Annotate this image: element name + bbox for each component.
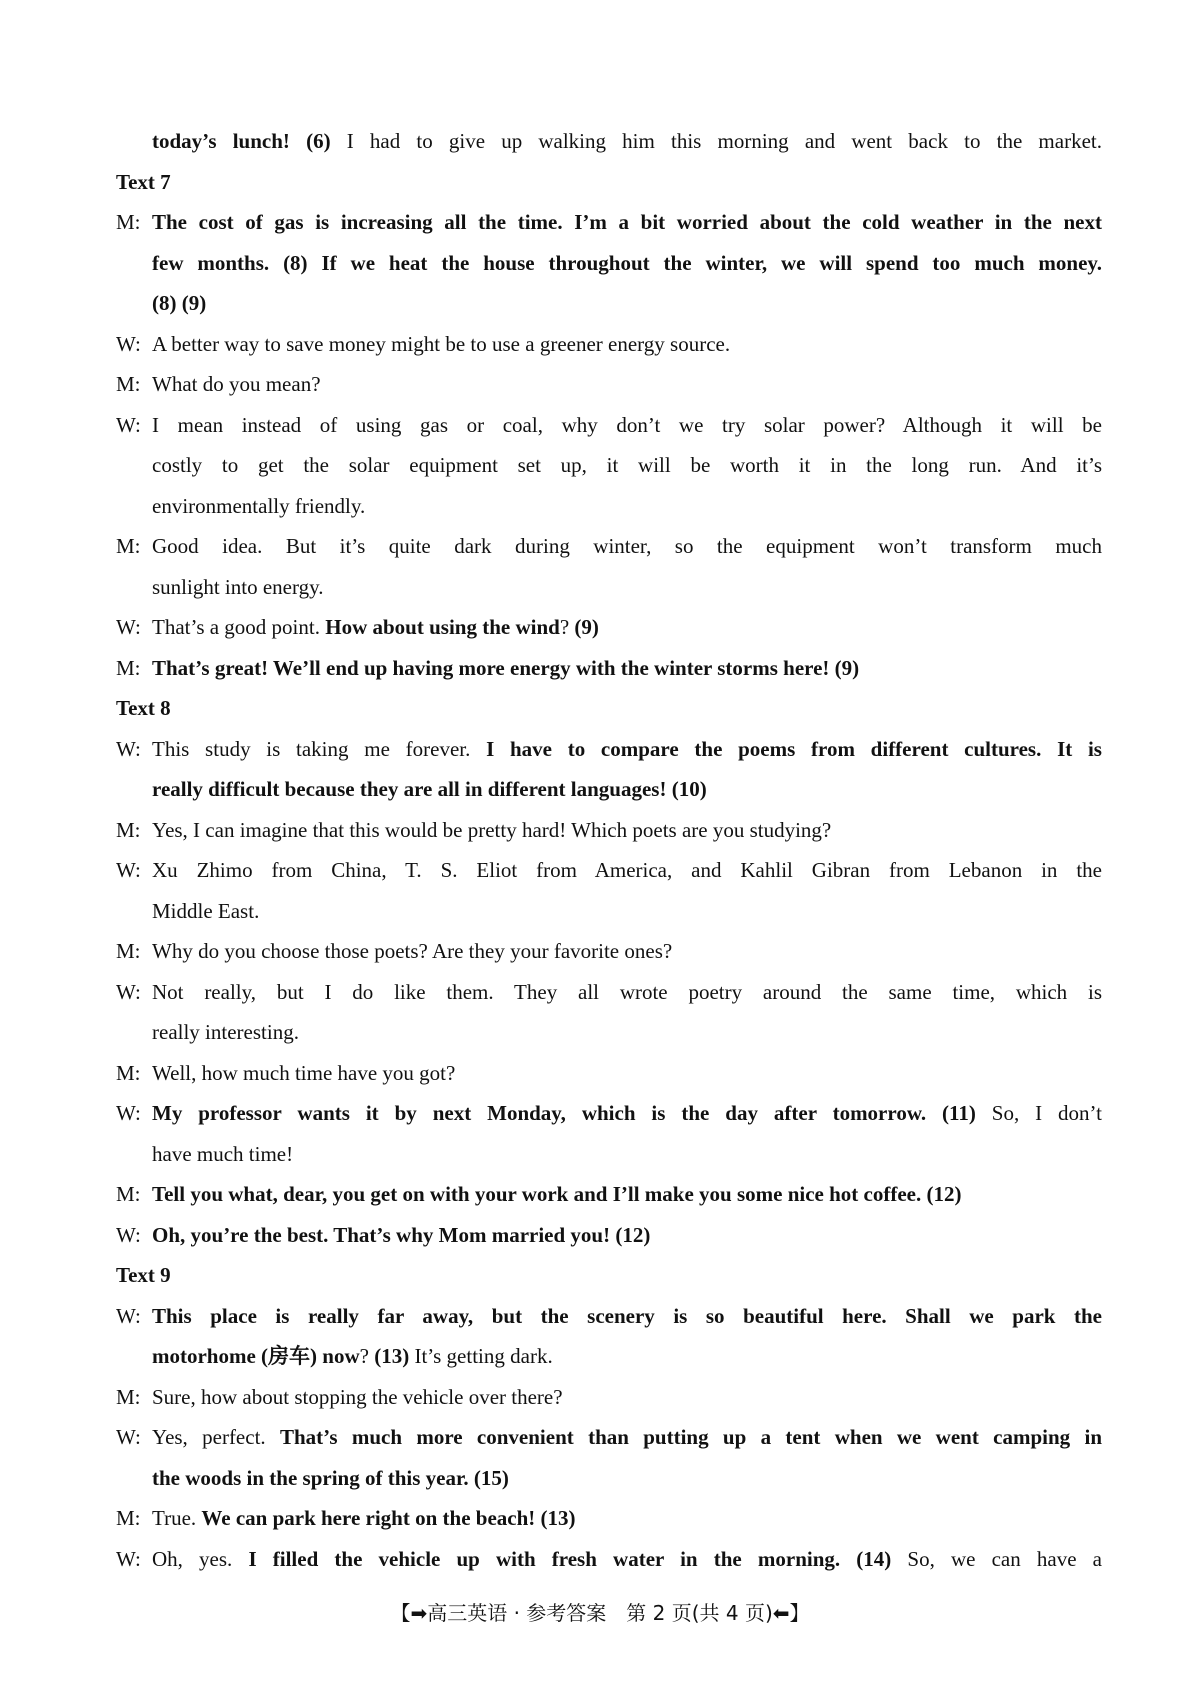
dialogue-line — [116, 648, 1102, 689]
speaker-label: M: — [116, 210, 141, 234]
speaker-label: W: — [116, 1222, 141, 1247]
page-footer: 【➡高三英语 · 参考答案 第 2 页(共 4 页)⬅】 — [390, 1601, 810, 1625]
text-segment: Sure, how about stopping the vehicle over there? — [152, 1384, 563, 1409]
dialogue-continuation — [116, 1336, 1102, 1377]
dialogue-text — [116, 121, 1102, 1579]
bold-text: Text 7 — [116, 169, 171, 194]
bold-text: Oh, you’re the best. That’s why Mom married you! (12) — [152, 1222, 651, 1247]
bold-text: How about using the wind — [325, 615, 560, 639]
dialogue-line — [116, 202, 1102, 243]
dialogue-continuation — [116, 1134, 1102, 1175]
text-segment: Good idea. But it’s quite dark during winter, so the equipment won’t transform much — [152, 534, 1102, 558]
bold-text: The cost of gas is increasing all the time. I’m a bit worried about the cold weather in the next — [152, 210, 1102, 234]
text-segment: really interesting. — [152, 1020, 299, 1044]
text-segment: A better way to save money might be to use a greener energy source. — [152, 331, 731, 356]
text-segment: Middle East. — [152, 898, 260, 923]
bold-text: This place is really far away, but the scenery is so beautiful here. Shall we park the — [152, 1303, 1102, 1328]
dialogue-continuation — [116, 486, 1102, 527]
text-segment: Oh, yes. — [152, 1546, 249, 1571]
speaker-label: M: — [116, 534, 141, 558]
text-segment: Why do you choose those poets? Are they your favorite ones? — [152, 939, 673, 963]
dialogue-line — [116, 607, 1102, 648]
text-segment: have much time! — [152, 1141, 294, 1166]
text-segment: It’s getting dark. — [409, 1344, 553, 1368]
dialogue-continuation — [116, 1458, 1102, 1499]
bold-text: really difficult because they are all in different languages! (10) — [152, 777, 707, 801]
speaker-label: M: — [116, 655, 141, 680]
speaker-label: W: — [116, 331, 141, 356]
text-segment: That’s a good point. — [152, 615, 326, 639]
text-segment: sunlight into energy. — [152, 574, 324, 599]
bold-text: today’s lunch! (6) — [152, 129, 331, 153]
dialogue-line — [116, 1174, 1102, 1215]
speaker-label: M: — [116, 372, 141, 396]
dialogue-continuation — [116, 445, 1102, 486]
bold-text: (8) (9) — [152, 291, 207, 315]
dialogue-line — [116, 729, 1102, 770]
bold-text: I have to compare the poems from different cultures. It is — [486, 736, 1102, 761]
bold-text: Tell you what, dear, you get on with your work and I’ll make you some nice hot coffee. (12) — [152, 1182, 962, 1206]
speaker-label: W: — [116, 736, 141, 761]
text-segment: costly to get the solar equipment set up, it will be worth it in the long run. And it’s — [152, 453, 1102, 477]
text-segment: ? — [359, 1344, 375, 1368]
speaker-label: M: — [116, 1506, 141, 1530]
text-segment: What do you mean? — [152, 372, 321, 396]
speaker-label: W: — [116, 858, 141, 882]
dialogue-line — [116, 1417, 1102, 1458]
text-segment: Well, how much time have you got? — [152, 1060, 456, 1085]
bold-text: (9) — [574, 615, 599, 639]
dialogue-line — [116, 364, 1102, 405]
dialogue-line — [116, 810, 1102, 851]
speaker-label: M: — [116, 1182, 141, 1206]
speaker-label: M: — [116, 1384, 141, 1409]
dialogue-continuation — [116, 283, 1102, 324]
bold-text: Text 8 — [116, 696, 171, 720]
speaker-label: W: — [116, 1425, 141, 1449]
text-segment: environmentally friendly. — [152, 493, 366, 518]
speaker-label: W: — [116, 615, 141, 639]
bold-text: motorhome (房车) now — [152, 1344, 360, 1368]
text-segment: True. — [152, 1506, 202, 1530]
text-segment: This study is taking me forever. — [152, 736, 487, 761]
dialogue-continuation — [116, 567, 1102, 608]
text-segment: So, I don’t — [975, 1101, 1103, 1125]
text-segment: Xu Zhimo from China, T. S. Eliot from America, and Kahlil Gibran from Lebanon in the — [152, 858, 1102, 882]
speaker-label: W: — [116, 412, 141, 437]
bold-text: I filled the vehicle up with fresh water in the morning. (14) — [248, 1546, 892, 1571]
dialogue-line — [116, 1215, 1102, 1256]
dialogue-line — [116, 1539, 1102, 1580]
bold-text: the woods in the spring of this year. (15) — [152, 1465, 509, 1490]
text-segment: I mean instead of using gas or coal, why don’t we try solar power? Although it will be — [152, 412, 1102, 437]
dialogue-line — [116, 1498, 1102, 1539]
bold-text: We can park here right on the beach! (13) — [201, 1506, 576, 1530]
bold-text: That’s much more convenient than putting up a tent when we went camping in — [279, 1425, 1103, 1449]
speaker-label: W: — [116, 1546, 141, 1571]
bold-text: few months. (8) If we heat the house throughout the winter, we will spend too much money. — [152, 250, 1102, 275]
speaker-label: W: — [116, 979, 141, 1004]
speaker-label: M: — [116, 939, 141, 963]
text-segment: I had to give up walking him this morning and went back to the market. — [330, 129, 1102, 153]
dialogue-line — [116, 850, 1102, 891]
speaker-label: W: — [116, 1303, 141, 1328]
bold-text: That’s great! We’ll end up having more energy with the winter storms here! (9) — [152, 655, 860, 680]
dialogue-line — [116, 1093, 1102, 1134]
speaker-label: W: — [116, 1101, 141, 1125]
dialogue-continuation — [116, 121, 1102, 162]
dialogue-line — [116, 526, 1102, 567]
dialogue-line — [116, 1296, 1102, 1337]
speaker-label: M: — [116, 817, 141, 842]
section-heading — [116, 1255, 1102, 1296]
bold-text: My professor wants it by next Monday, which is the day after tomorrow. (11) — [152, 1101, 976, 1125]
section-heading — [116, 162, 1102, 203]
dialogue-continuation — [116, 769, 1102, 810]
dialogue-line — [116, 1377, 1102, 1418]
dialogue-line — [116, 324, 1102, 365]
bold-text: Text 9 — [116, 1263, 171, 1287]
text-segment: Yes, I can imagine that this would be pretty hard! Which poets are you studying? — [152, 817, 832, 842]
text-segment: Not really, but I do like them. They all wrote poetry around the same time, which is — [152, 979, 1102, 1004]
text-segment: Yes, perfect. — [152, 1425, 280, 1449]
dialogue-continuation — [116, 891, 1102, 932]
speaker-label: M: — [116, 1060, 141, 1085]
dialogue-continuation — [116, 243, 1102, 284]
dialogue-line — [116, 972, 1102, 1013]
dialogue-continuation — [116, 1012, 1102, 1053]
dialogue-line — [116, 405, 1102, 446]
bold-text: (13) — [374, 1344, 410, 1368]
section-heading — [116, 688, 1102, 729]
dialogue-line — [116, 931, 1102, 972]
text-segment: So, we can have a — [891, 1546, 1102, 1571]
dialogue-line — [116, 1053, 1102, 1094]
text-segment: ? — [559, 615, 575, 639]
